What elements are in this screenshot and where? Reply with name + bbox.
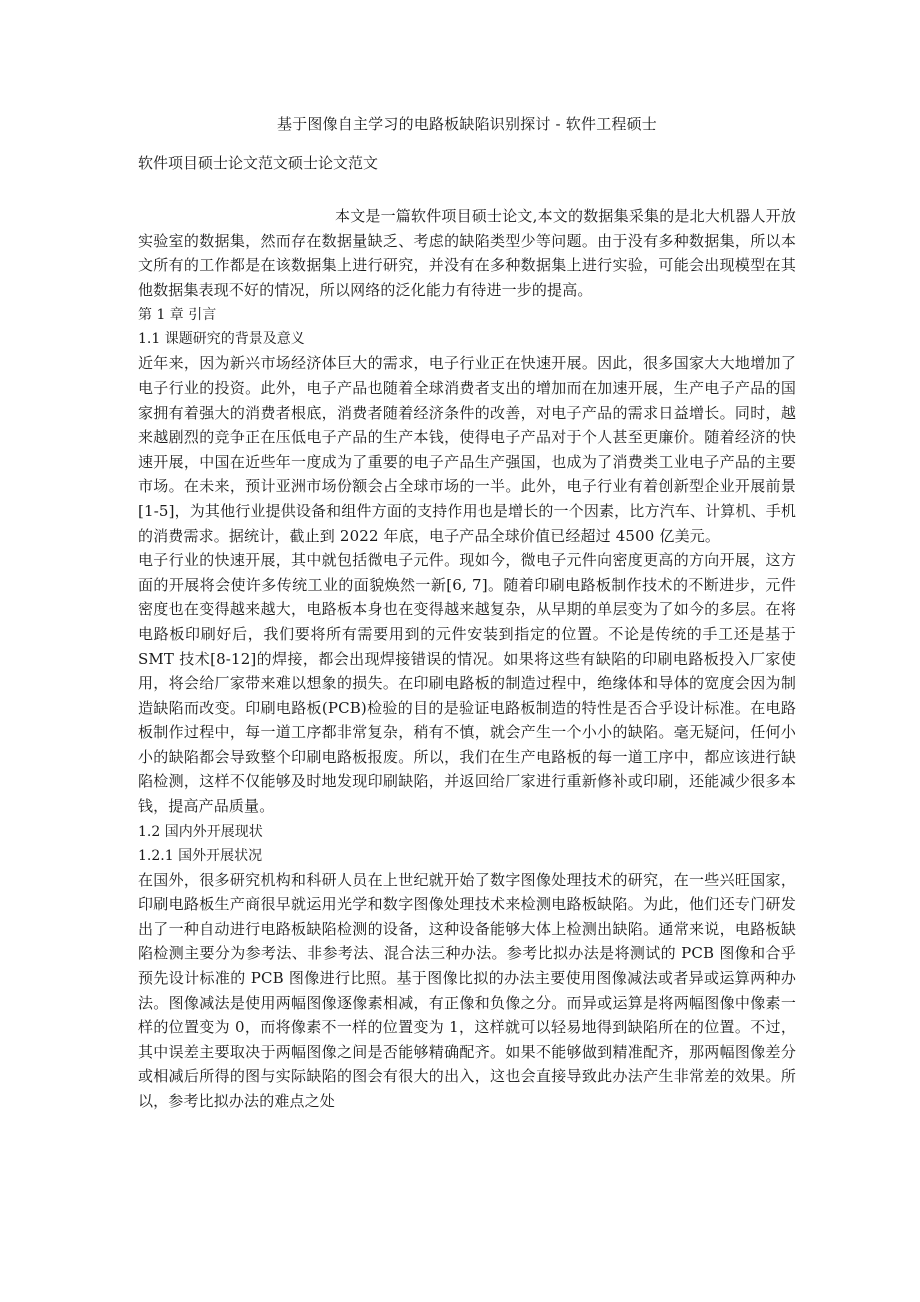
- document-page: [138, 113, 796, 1114]
- body-paragraph: 电子行业的快速开展，其中就包括微电子元件。现如今，微电子元件向密度更高的方向开展，这方面的开展将会使许多传统工业的面貌焕然一新[6, 7]。随着印刷电路板制作技术的不断进步，元件密度也在变得越来越大，电路板本身也在变得越来越复杂，从早期的单层变为了如今的多层。在将电路板印刷好后，我们要将所有需要用到的元件安装到指定的位置。不论是传统的手工还是基于 SMT 技术[8-12]的焊接，都会出现焊接错误的情况。如果将这些有缺陷的印刷电路板投入厂家使用，将会给厂家带来难以想象的损失。在印刷电路板的制造过程中，绝缘体和导体的宽度会因为制造缺陷而改变。印刷电路板(PCB)检验的目的是验证电路板制造的特性是否合乎设计标准。在电路板制作过程中，每一道工序都非常复杂，稍有不慎，就会产生一个小小的缺陷。毫无疑问，任何小小的缺陷都会导致整个印刷电路板报废。所以，我们在生产电路板的每一道工序中，都应该进行缺陷检测，这样不仅能够及时地发现印刷缺陷，并返回给厂家进行重新修补或印刷，还能减少很多本钱，提高产品质量。: [138, 551, 796, 816]
- abstract-paragraph: 本文是一篇软件项目硕士论文,本文的数据集采集的是北大机器人开放实验室的数据集，然而存在数据量缺乏、考虑的缺陷类型少等问题。由于没有多种数据集，所以本文所有的工作都是在该数据集上进行研究，并没有在多种数据集上进行实验，可能会出现模型在其他数据集表现不好的情况，所以网络的泛化能力有待进一步的提高。: [138, 207, 796, 299]
- chapter-heading: 第 1 章 引言: [138, 307, 217, 324]
- body-paragraph: 在国外，很多研究机构和科研人员在上世纪就开始了数字图像处理技术的研究，在一些兴旺国家，印刷电路板生产商很早就运用光学和数字图像处理技术来检测电路板缺陷。为此，他们还专门研发出了一种自动进行电路板缺陷检测的设备，这种设备能够大体上检测出缺陷。通常来说，电路板缺陷检测主要分为参考法、非参考法、混合法三种办法。参考比拟办法是将测试的 PCB 图像和合乎预先设计标准的 PCB 图像进行比照。基于图像比拟的办法主要使用图像减法或者异或运算两种办法。图像减法是使用两幅图像逐像素相减，有正像和负像之分。而异或运算是将两幅图像中像素一样的位置变为 0，而将像素不一样的位置变为 1，这样就可以轻易地得到缺陷所在的位置。不过，其中误差主要取决于两幅图像之间是否能够精确配齐。如果不能够做到精准配齐，那两幅图像差分或相减后所得的图与实际缺陷的图会有很大的出入，这也会直接导致此办法产生非常差的效果。所以，参考比拟办法的难点之处: [138, 870, 796, 1110]
- section-heading-1-2: 1.2 国内外开展现状: [138, 823, 263, 840]
- section-heading-1-1: 1.1 课题研究的背景及意义: [138, 331, 305, 348]
- document-title: 基于图像自主学习的电路板缺陷识别探讨 - 软件工程硕士: [276, 115, 657, 133]
- document-subtitle: 软件项目硕士论文范文硕士论文范文: [138, 154, 379, 172]
- body-paragraph: 近年来，因为新兴市场经济体巨大的需求，电子行业正在快速开展。因此，很多国家大大地增加了电子行业的投资。此外，电子产品也随着全球消费者支出的增加而在加速开展，生产电子产品的国家拥有着强大的消费者根底，消费者随着经济条件的改善，对电子产品的需求日益增长。同时，越来越剧烈的竞争正在压低电子产品的生产本钱，使得电子产品对于个人甚至更廉价。随着经济的快速开展，中国在近些年一度成为了重要的电子产品生产强国，也成为了消费类工业电子产品的主要市场。在未来，预计亚洲市场份额会占全球市场的一半。此外，电子行业有着创新型企业开展前景[1-5]，为其他行业提供设备和组件方面的支持作用也是增长的一个因素，比方汽车、计算机、手机的消费需求。据统计，截止到 2022 年底，电子产品全球价值已经超过 4500 亿美元。: [138, 354, 796, 545]
- section-heading-1-2-1: 1.2.1 国外开展状况: [138, 847, 263, 864]
